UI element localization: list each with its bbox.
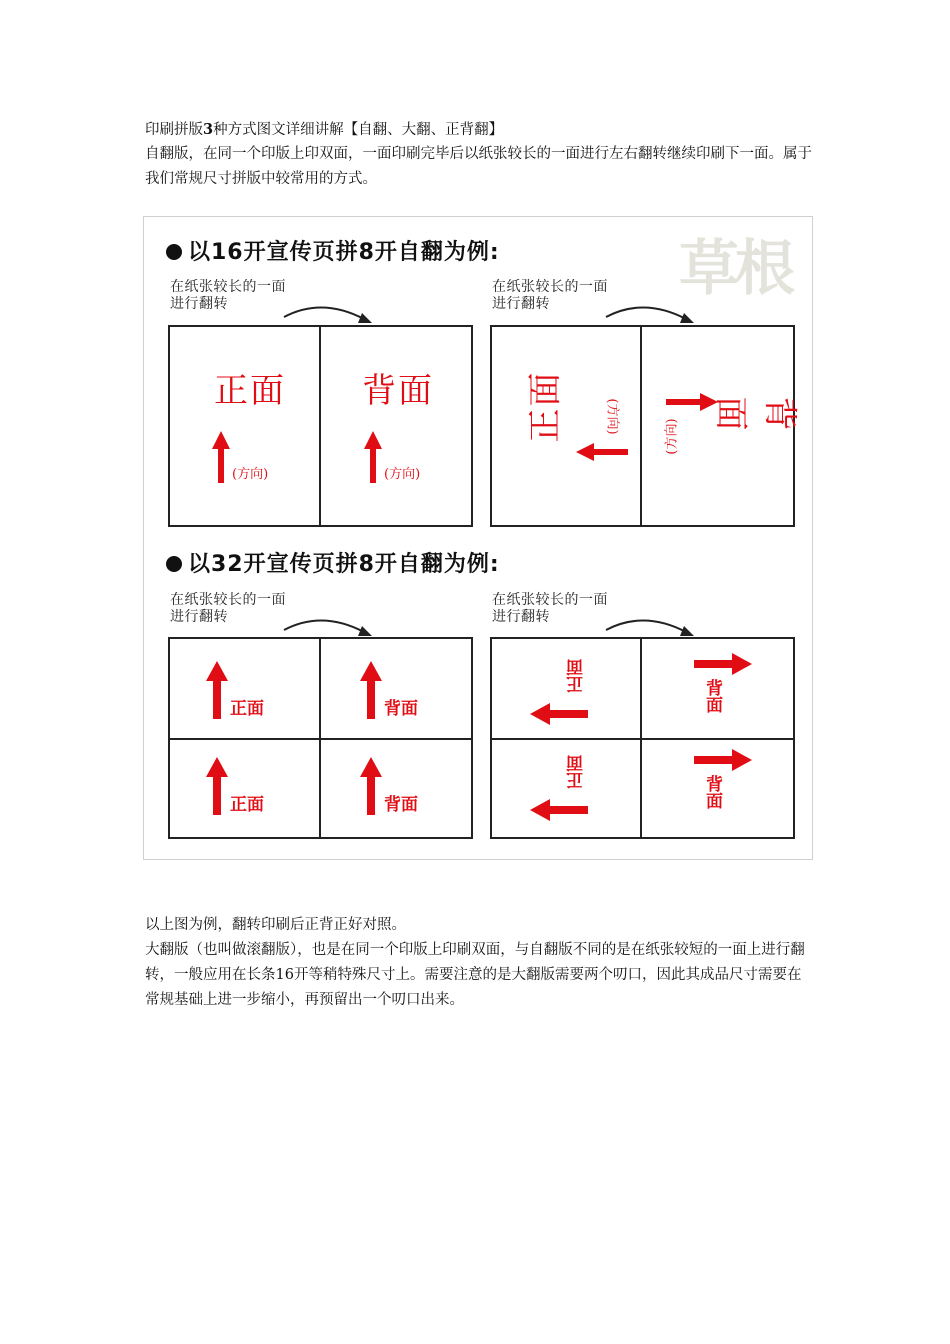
direction-label: (方向) [384, 467, 421, 482]
front-label: 正面 [214, 371, 286, 411]
back-label: 背面 [710, 396, 800, 433]
arrow-up-icon [364, 431, 382, 483]
back-label: 背面 [362, 371, 434, 411]
curved-arrow-icon [604, 610, 704, 640]
arrow-left-icon [576, 443, 628, 461]
bullet-icon [166, 556, 182, 572]
front-label: 正面 [230, 699, 264, 719]
section2-title [166, 547, 500, 578]
paragraph-caption: 以上图为例，翻转印刷后正背正好对照。 [145, 917, 406, 933]
direction-label: (方向) [604, 398, 620, 435]
title-part-2: 3 [203, 121, 214, 138]
watermark: 草根 [679, 234, 791, 304]
curved-arrow-icon [282, 297, 382, 327]
sheet-16k-upright [168, 325, 473, 527]
back-label: 背面 [702, 775, 722, 809]
arrow-up-icon [212, 431, 230, 483]
flip-note-2b: 在纸张较长的一面 进行翻转 [492, 592, 608, 625]
arrow-right-icon [694, 653, 752, 675]
back-label: 背面 [384, 699, 418, 719]
front-label: 正面 [567, 659, 587, 693]
section2-title-text: 以32开宣传页拼8开自翻为例: [188, 552, 500, 577]
imposition-figure [143, 216, 813, 860]
front-label: 正面 [567, 755, 587, 789]
arrow-left-icon [530, 799, 588, 821]
section1-title [166, 235, 500, 266]
arrow-up-icon [206, 757, 228, 815]
flip-note-2a: 在纸张较长的一面 进行翻转 [170, 592, 286, 625]
back-label: 背面 [384, 795, 418, 815]
front-label: 正面 [525, 370, 566, 443]
direction-label: (方向) [664, 418, 680, 455]
paragraph-self-flip: 自翻版，在同一个印版上印双面，一面印刷完毕后以纸张较长的一面进行左右翻转继续印刷下一面。属于我们常规尺寸拼版中较常用的方式。 [145, 146, 812, 187]
flip-note-1b: 在纸张较长的一面 进行翻转 [492, 279, 608, 312]
arrow-up-icon [206, 661, 228, 719]
title-part-3: 种方式图文详细讲解【自翻、大翻、正背翻】 [213, 122, 504, 138]
direction-label: (方向) [232, 467, 269, 482]
flip-note-1a: 在纸张较长的一面 进行翻转 [170, 279, 286, 312]
back-label: 背面 [702, 679, 722, 713]
curved-arrow-icon [604, 297, 704, 327]
arrow-up-icon [360, 757, 382, 815]
arrow-right-icon [694, 749, 752, 771]
arrow-up-icon [360, 661, 382, 719]
sheet-32k-rotated [490, 637, 795, 839]
curved-arrow-icon [282, 610, 382, 640]
paragraph-big-flip: 大翻版（也叫做滚翻版），也是在同一个印版上印刷双面，与自翻版不同的是在纸张较短的一面上进行翻转，一般应用在长条16开等稍特殊尺寸上。需要注意的是大翻版需要两个叨口，因此其成品尺寸需要在常规基础上进一步缩小，再预留出一个叨口出来。 [145, 942, 805, 1008]
sheet-16k-rotated [490, 325, 800, 527]
arrow-left-icon [530, 703, 588, 725]
bullet-icon [166, 244, 182, 260]
title-part-1: 印刷拼版 [145, 122, 203, 138]
front-label: 正面 [230, 795, 264, 815]
section1-title-text: 以16开宣传页拼8开自翻为例: [188, 240, 500, 265]
doc-title [145, 117, 815, 143]
sheet-32k-upright [168, 637, 473, 839]
